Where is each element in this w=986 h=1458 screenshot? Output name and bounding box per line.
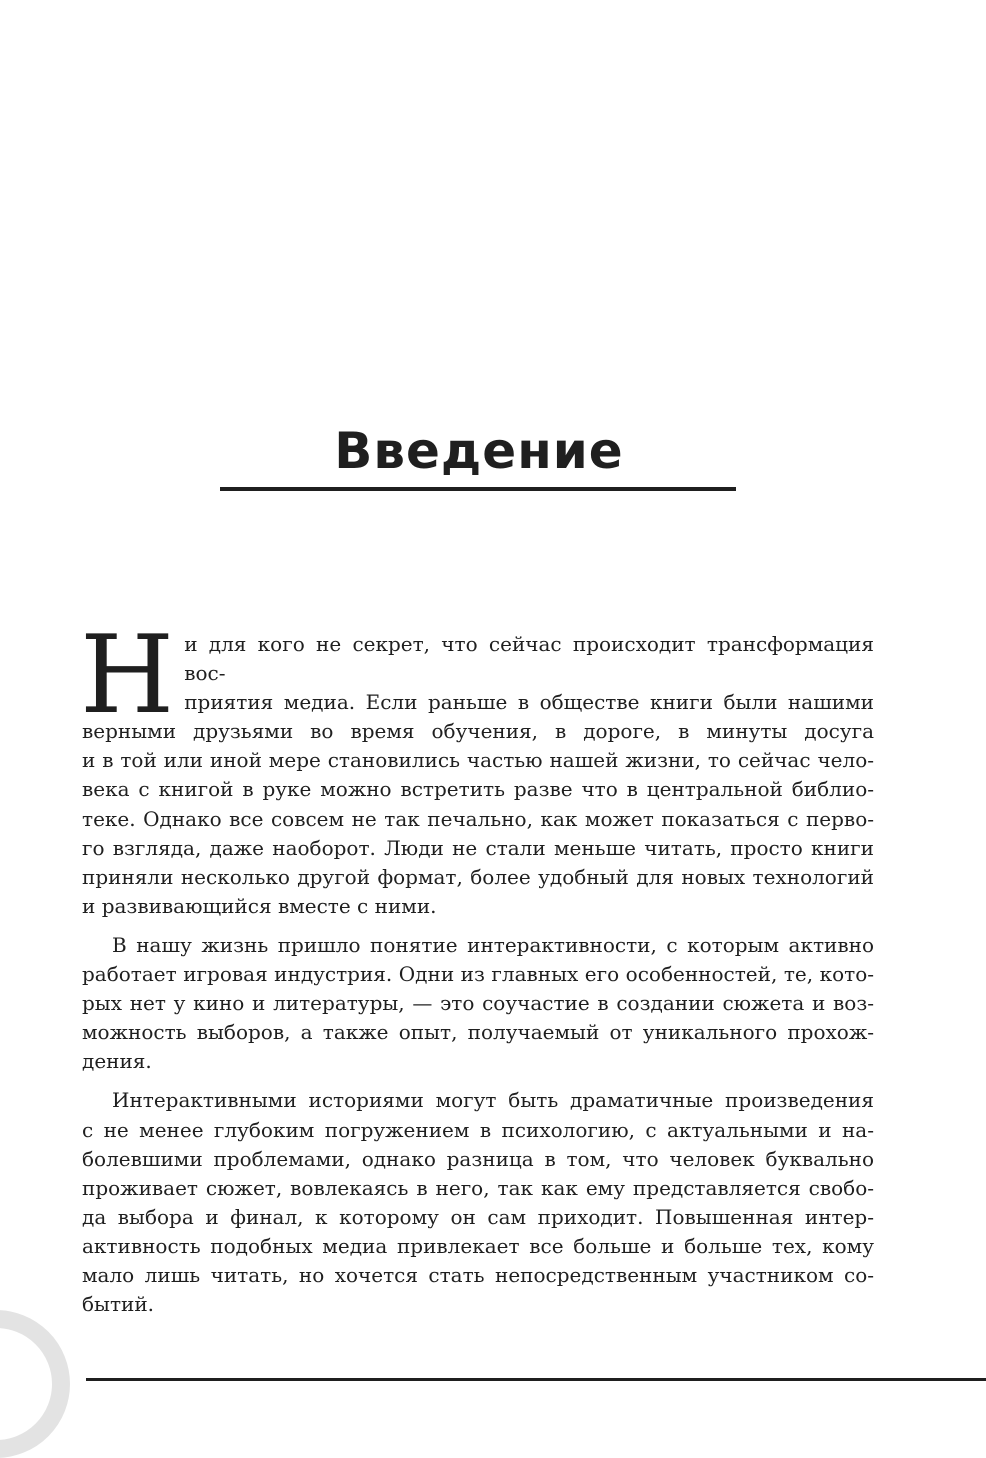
text-line: активность подобных медиа привлекает все больше и больше тех, кому (82, 1233, 874, 1258)
text-line: мало лишь читать, но хочется стать непосредственным участником со- (82, 1262, 874, 1287)
text-line: болевшими проблемами, однако разница в том, что человек буквально (82, 1146, 874, 1171)
text-line: верными друзьями во время обучения, в дороге, в минуты досуга (82, 719, 874, 744)
paragraph-1 (80, 613, 874, 921)
text-line: дения. (82, 1049, 152, 1074)
text-line: приняли несколько другой формат, более удобный для новых технологий (82, 864, 874, 889)
text-line: В нашу жизнь пришло понятие интерактивности, с которым активно (112, 932, 874, 957)
text-line: и в той или иной мере становились частью нашей жизни, то сейчас чело- (82, 748, 874, 773)
title-underline (220, 487, 736, 491)
text-line: го взгляда, даже наоборот. Люди не стали меньше читать, просто книги (82, 835, 874, 860)
decorative-ring (0, 1310, 70, 1458)
text-line: рых нет у кино и литературы, — это соучастие в создании сюжета и воз- (82, 991, 874, 1016)
text-line: теке. Однако все совсем не так печально, как может показаться с перво- (82, 806, 874, 831)
text-line: приятия медиа. Если раньше в обществе книги были нашими (184, 690, 874, 715)
text-line: Интерактивными историями могут быть драматичные произведения (112, 1088, 874, 1113)
text-line: проживает сюжет, вовлекаясь в него, так как ему представляется свобо- (82, 1175, 874, 1200)
text-line: да выбора и финал, к которому он сам приходит. Повышенная интер- (82, 1204, 874, 1229)
text-line: века с книгой в руке можно встретить разве что в центральной библио- (82, 777, 874, 802)
body-text (80, 613, 874, 1319)
page-title: Введение (334, 421, 624, 480)
footer-rule (86, 1378, 986, 1381)
drop-cap: Н (80, 613, 175, 738)
text-line: работает игровая индустрия. Одни из главных его особенностей, те, кото- (82, 962, 874, 987)
text-line: и для кого не секрет, что сейчас происходит трансформация вос- (184, 632, 874, 686)
paragraph-2 (82, 931, 874, 1076)
text-line: и развивающийся вместе с ними. (82, 893, 437, 918)
text-line: с не менее глубоким погружением в психологию, с актуальными и на- (82, 1117, 874, 1142)
text-line: бытий. (82, 1292, 155, 1317)
paragraph-3 (82, 1086, 874, 1319)
text-line: можность выборов, а также опыт, получаемый от уникального прохож- (82, 1020, 874, 1045)
